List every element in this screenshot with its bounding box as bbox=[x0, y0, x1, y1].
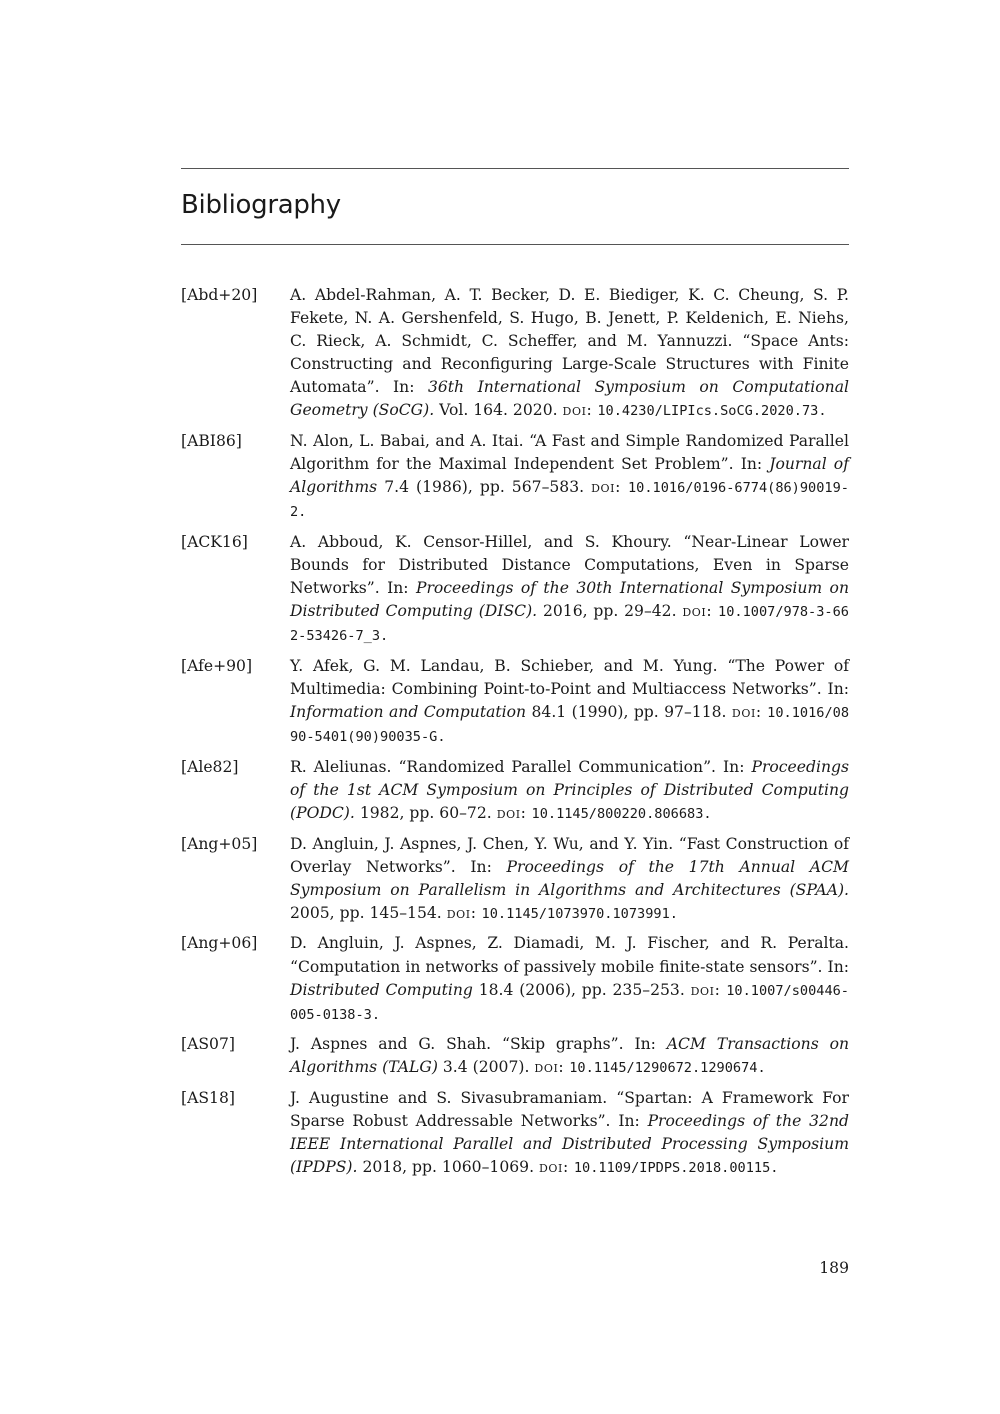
ref-details: 84.1 (1990), pp. 97–118. bbox=[531, 703, 727, 722]
ref-title: “Fast Construction of Overlay Networks”. bbox=[290, 834, 849, 876]
reference-text bbox=[290, 655, 849, 749]
ref-in: In: bbox=[634, 1035, 656, 1054]
reference-text bbox=[290, 284, 849, 424]
ref-details: 18.4 (2006), pp. 235–253. bbox=[478, 980, 685, 999]
ref-authors: R. Aleliunas. bbox=[290, 757, 392, 776]
reference-text bbox=[290, 833, 849, 926]
chapter-title: Bibliography bbox=[181, 190, 341, 220]
header-rule-bottom bbox=[181, 244, 849, 245]
doi-label: doi: bbox=[496, 803, 527, 822]
ref-authors: N. Alon, L. Babai, and A. Itai. bbox=[290, 432, 524, 451]
doi-label: doi: bbox=[731, 703, 762, 722]
reference-text bbox=[290, 756, 849, 826]
doi-link[interactable]: 10.1145/1290672.1290674. bbox=[569, 1060, 766, 1077]
ref-in: In: bbox=[723, 757, 745, 776]
ref-in: In: bbox=[740, 455, 763, 474]
ref-venue: Information and Computation bbox=[290, 703, 527, 722]
bib-entry bbox=[181, 833, 849, 926]
page-number: 189 bbox=[819, 1259, 849, 1277]
ref-title: “The Power of Multimedia: Combining Point-to-Point and Multiaccess Networks”. bbox=[290, 656, 849, 698]
ref-venue: Proceedings of the 17th Annual ACM Symposium on Parallelism in Algorithms and Architectures (SPAA). bbox=[290, 857, 849, 899]
ref-title: “Near-Linear Lower Bounds for Distributed Distance Computations, Even in Sparse Networks”. bbox=[290, 532, 849, 598]
citation-key: [Ale82] bbox=[181, 757, 239, 776]
ref-details: Vol. 164. 2020. bbox=[439, 401, 558, 420]
citation-key: [Ang+06] bbox=[181, 934, 258, 953]
bib-entry bbox=[181, 1087, 849, 1180]
doi-label: doi: bbox=[682, 602, 713, 621]
ref-authors: Y. Afek, G. M. Landau, B. Schieber, and M. Yung. bbox=[290, 656, 718, 675]
header-rule-top bbox=[181, 168, 849, 169]
ref-title: “Space Ants: Constructing and Reconfiguring Large-Scale Structures with Finite Automata”. bbox=[290, 332, 849, 397]
citation-key: [AS07] bbox=[181, 1035, 235, 1054]
bib-entry bbox=[181, 284, 849, 424]
ref-venue: Journal of Algorithms bbox=[290, 455, 849, 497]
ref-venue: 36th International Symposium on Computational Geometry (SoCG). bbox=[290, 378, 849, 420]
ref-venue: ACM Transactions on Algorithms (TALG) bbox=[290, 1035, 850, 1077]
ref-title: “Spartan: A Framework For Sparse Robust Addressable Networks”. bbox=[290, 1089, 849, 1131]
ref-title: “A Fast and Simple Randomized Parallel Algorithm for the Maximal Independent Set Problem”. bbox=[290, 432, 849, 474]
doi-link[interactable]: 10.1145/1073970.1073991. bbox=[481, 905, 678, 922]
doi-link[interactable]: 10.1016/0196-6774(86)90019-2. bbox=[290, 480, 849, 521]
doi-label: doi: bbox=[690, 980, 721, 999]
ref-details: 2016, pp. 29–42. bbox=[542, 602, 677, 621]
bib-entry bbox=[181, 1033, 849, 1080]
ref-details: 3.4 (2007). bbox=[442, 1058, 530, 1077]
citation-key: [Afe+90] bbox=[181, 656, 253, 675]
citation-key: [ABI86] bbox=[181, 432, 242, 451]
doi-label: doi: bbox=[591, 478, 621, 497]
ref-details: 7.4 (1986), pp. 567–583. bbox=[384, 478, 585, 497]
ref-authors: J. Aspnes and G. Shah. bbox=[290, 1035, 492, 1054]
ref-details: 2018, pp. 1060–1069. bbox=[362, 1158, 535, 1177]
ref-venue: Proceedings of the 30th International Symposium on Distributed Computing (DISC). bbox=[290, 579, 849, 621]
ref-title: “Computation in networks of passively mobile finite-state sensors”. bbox=[290, 957, 823, 976]
ref-venue: Proceedings of the 32nd IEEE International Parallel and Distributed Processing Symposium (IPDPS). bbox=[290, 1112, 849, 1177]
bib-entry bbox=[181, 430, 849, 524]
ref-in: In: bbox=[618, 1112, 640, 1131]
doi-label: doi: bbox=[534, 1058, 565, 1077]
ref-authors: A. Abdel-Rahman, A. T. Becker, D. E. Biediger, K. C. Cheung, S. P. Fekete, N. A. Gershenfeld, S. Hugo, B. Jenett, P. Keldenich, E. Niehs, C. Rieck, A. Schmidt, C. Scheffer, and M. Yannuzzi. bbox=[290, 286, 849, 351]
ref-details: 1982, pp. 60–72. bbox=[359, 803, 492, 822]
bib-entry bbox=[181, 655, 849, 749]
ref-authors: D. Angluin, J. Aspnes, Z. Diamadi, M. J. Fischer, and R. Peralta. bbox=[290, 934, 849, 953]
reference-text bbox=[290, 1087, 849, 1180]
ref-venue: Distributed Computing bbox=[290, 980, 473, 999]
doi-link[interactable]: 10.4230/LIPIcs.SoCG.2020.73. bbox=[597, 403, 827, 420]
reference-text bbox=[290, 932, 849, 1026]
citation-key: [Abd+20] bbox=[181, 286, 258, 304]
ref-in: In: bbox=[827, 957, 849, 976]
bibliography-list bbox=[181, 284, 849, 1187]
bib-entry bbox=[181, 756, 849, 826]
ref-venue: Proceedings of the 1st ACM Symposium on Principles of Distributed Computing (PODC). bbox=[290, 757, 849, 822]
doi-label: doi: bbox=[562, 401, 593, 420]
ref-authors: J. Augustine and S. Sivasubramaniam. bbox=[290, 1089, 608, 1107]
ref-in: In: bbox=[470, 857, 492, 876]
bib-entry bbox=[181, 531, 849, 648]
ref-in: In: bbox=[827, 680, 849, 698]
ref-in: In: bbox=[393, 378, 415, 397]
doi-link[interactable]: 10.1007/s00446-005-0138-3. bbox=[290, 982, 849, 1023]
doi-link[interactable]: 10.1016/0890-5401(90)90035-G. bbox=[290, 705, 849, 746]
ref-details: 2005, pp. 145–154. bbox=[290, 903, 442, 922]
reference-text bbox=[290, 430, 849, 524]
doi-link[interactable]: 10.1109/IPDPS.2018.00115. bbox=[573, 1160, 779, 1177]
doi-label: doi: bbox=[446, 903, 477, 922]
reference-text bbox=[290, 531, 849, 648]
reference-text bbox=[290, 1033, 849, 1080]
citation-key: [ACK16] bbox=[181, 532, 248, 551]
ref-authors: A. Abboud, K. Censor-Hillel, and S. Khoury. bbox=[290, 532, 672, 551]
doi-link[interactable]: 10.1007/978-3-662-53426-7_3. bbox=[290, 604, 849, 645]
ref-title: “Skip graphs”. bbox=[501, 1035, 624, 1054]
ref-authors: D. Angluin, J. Aspnes, J. Chen, Y. Wu, and Y. Yin. bbox=[290, 834, 674, 853]
ref-in: In: bbox=[387, 579, 409, 598]
ref-title: “Randomized Parallel Communication”. bbox=[398, 757, 717, 776]
citation-key: [AS18] bbox=[181, 1089, 235, 1107]
doi-label: doi: bbox=[539, 1158, 569, 1177]
citation-key: [Ang+05] bbox=[181, 834, 258, 853]
bib-entry bbox=[181, 932, 849, 1026]
doi-link[interactable]: 10.1145/800220.806683. bbox=[531, 805, 712, 822]
